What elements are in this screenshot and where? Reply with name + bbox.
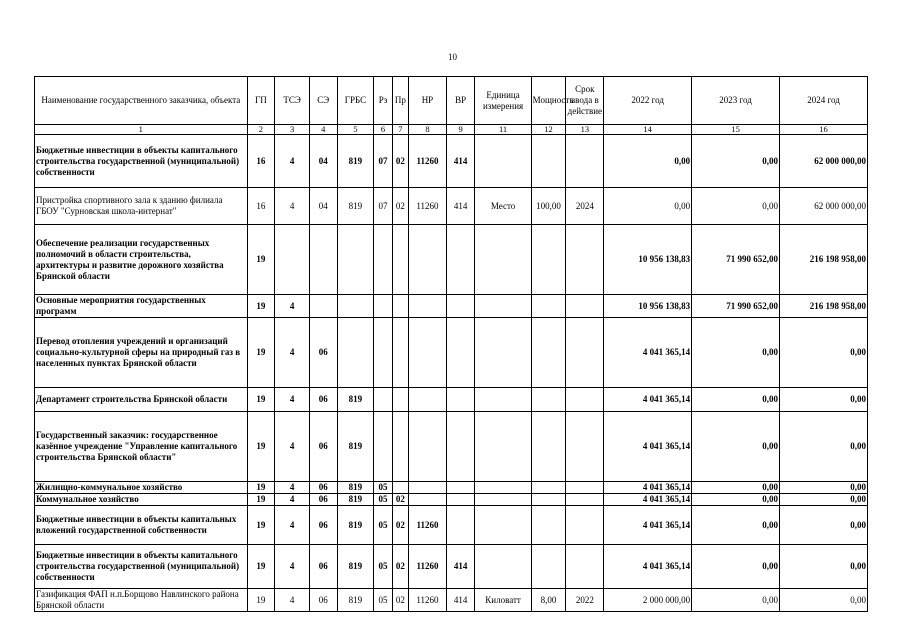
cell-power: 100,00 xyxy=(531,188,566,225)
cell-y2023: 0,00 xyxy=(692,135,780,188)
cell-se: 04 xyxy=(309,188,337,225)
col-number: 1 xyxy=(35,125,248,135)
cell-pr xyxy=(392,412,408,482)
cell-se: 06 xyxy=(309,506,337,545)
cell-vr xyxy=(446,225,475,295)
cell-gp: 19 xyxy=(247,545,275,589)
cell-se: 04 xyxy=(309,135,337,188)
header-2024: 2024 год xyxy=(780,77,868,125)
cell-y2023: 0,00 xyxy=(692,388,780,412)
cell-se: 06 xyxy=(309,494,337,506)
header-unit: Единица измерения xyxy=(475,77,531,125)
cell-grbs xyxy=(337,318,374,388)
cell-vr: 414 xyxy=(446,545,475,589)
col-number: 13 xyxy=(566,125,604,135)
cell-pr: 02 xyxy=(392,545,408,589)
cell-rz: 05 xyxy=(374,545,392,589)
cell-unit xyxy=(475,494,531,506)
cell-gp: 19 xyxy=(247,589,275,612)
cell-gp: 19 xyxy=(247,295,275,318)
cell-pr: 02 xyxy=(392,494,408,506)
table-row xyxy=(35,412,868,482)
cell-tse: 4 xyxy=(275,494,310,506)
cell-rz: 05 xyxy=(374,482,392,494)
cell-se xyxy=(309,295,337,318)
cell-grbs xyxy=(337,295,374,318)
cell-grbs: 819 xyxy=(337,188,374,225)
cell-unit xyxy=(475,388,531,412)
cell-se: 06 xyxy=(309,318,337,388)
cell-grbs: 819 xyxy=(337,412,374,482)
cell-y2023: 0,00 xyxy=(692,318,780,388)
col-number: 2 xyxy=(247,125,275,135)
cell-power xyxy=(531,225,566,295)
col-number: 5 xyxy=(337,125,374,135)
cell-term: 2024 xyxy=(566,188,604,225)
cell-nr: 11260 xyxy=(409,506,447,545)
cell-y2022: 4 041 365,14 xyxy=(604,545,692,589)
cell-name: Перевод отопления учреждений и организаций социально-культурной сферы на природный газ в населенных пунктах Брянской области xyxy=(35,318,248,388)
cell-grbs: 819 xyxy=(337,589,374,612)
table-row xyxy=(35,318,868,388)
header-2022: 2022 год xyxy=(604,77,692,125)
cell-term xyxy=(566,506,604,545)
cell-name: Государственный заказчик: государственное казённое учреждение "Управление капитального строительства Брянской области" xyxy=(35,412,248,482)
cell-y2022: 2 000 000,00 xyxy=(604,589,692,612)
cell-tse: 4 xyxy=(275,412,310,482)
cell-y2022: 0,00 xyxy=(604,188,692,225)
cell-gp: 19 xyxy=(247,482,275,494)
cell-name: Основные мероприятия государственных программ xyxy=(35,295,248,318)
header-vr: ВР xyxy=(446,77,475,125)
cell-gp: 19 xyxy=(247,494,275,506)
table-row xyxy=(35,188,868,225)
header-grbs: ГРБС xyxy=(337,77,374,125)
col-number: 16 xyxy=(780,125,868,135)
cell-pr: 02 xyxy=(392,188,408,225)
col-number: 6 xyxy=(374,125,392,135)
cell-vr xyxy=(446,506,475,545)
cell-se: 06 xyxy=(309,589,337,612)
cell-unit xyxy=(475,295,531,318)
cell-nr xyxy=(409,225,447,295)
cell-y2022: 10 956 138,83 xyxy=(604,295,692,318)
cell-vr xyxy=(446,482,475,494)
cell-vr xyxy=(446,494,475,506)
cell-y2024: 62 000 000,00 xyxy=(780,135,868,188)
cell-y2023: 0,00 xyxy=(692,506,780,545)
header-rz: Рз xyxy=(374,77,392,125)
cell-nr xyxy=(409,318,447,388)
cell-pr xyxy=(392,388,408,412)
cell-pr xyxy=(392,225,408,295)
cell-nr xyxy=(409,482,447,494)
cell-tse: 4 xyxy=(275,318,310,388)
cell-se: 06 xyxy=(309,482,337,494)
table-header-row xyxy=(35,77,868,125)
cell-y2024: 0,00 xyxy=(780,589,868,612)
cell-pr: 02 xyxy=(392,135,408,188)
cell-power xyxy=(531,545,566,589)
cell-grbs: 819 xyxy=(337,388,374,412)
cell-term xyxy=(566,388,604,412)
cell-y2024: 0,00 xyxy=(780,506,868,545)
cell-vr: 414 xyxy=(446,589,475,612)
col-number: 3 xyxy=(275,125,310,135)
header-2023: 2023 год xyxy=(692,77,780,125)
table-row xyxy=(35,225,868,295)
cell-y2023: 0,00 xyxy=(692,188,780,225)
cell-tse: 4 xyxy=(275,482,310,494)
cell-rz xyxy=(374,388,392,412)
budget-table xyxy=(34,76,868,612)
cell-unit xyxy=(475,545,531,589)
cell-power xyxy=(531,295,566,318)
cell-y2023: 71 990 652,00 xyxy=(692,295,780,318)
cell-name: Бюджетные инвестиции в объекты капитальных вложений государственной собственности xyxy=(35,506,248,545)
cell-vr xyxy=(446,412,475,482)
cell-tse: 4 xyxy=(275,388,310,412)
cell-name: Жилищно-коммунальное хозяйство xyxy=(35,482,248,494)
cell-unit xyxy=(475,135,531,188)
cell-y2024: 216 198 958,00 xyxy=(780,225,868,295)
table-row xyxy=(35,295,868,318)
cell-se: 06 xyxy=(309,412,337,482)
cell-unit xyxy=(475,412,531,482)
cell-y2024: 216 198 958,00 xyxy=(780,295,868,318)
cell-power xyxy=(531,388,566,412)
cell-term xyxy=(566,412,604,482)
table-row xyxy=(35,135,868,188)
cell-term xyxy=(566,545,604,589)
cell-power xyxy=(531,135,566,188)
cell-term xyxy=(566,225,604,295)
cell-gp: 19 xyxy=(247,225,275,295)
cell-tse: 4 xyxy=(275,545,310,589)
col-number: 4 xyxy=(309,125,337,135)
cell-term xyxy=(566,494,604,506)
cell-y2023: 0,00 xyxy=(692,545,780,589)
cell-rz: 05 xyxy=(374,589,392,612)
header-se: СЭ xyxy=(309,77,337,125)
cell-gp: 19 xyxy=(247,388,275,412)
cell-y2022: 4 041 365,14 xyxy=(604,318,692,388)
col-number: 12 xyxy=(531,125,566,135)
col-number: 11 xyxy=(475,125,531,135)
table-row xyxy=(35,494,868,506)
cell-y2022: 4 041 365,14 xyxy=(604,412,692,482)
cell-se: 06 xyxy=(309,545,337,589)
page-number: 10 xyxy=(448,52,457,62)
cell-tse: 4 xyxy=(275,295,310,318)
cell-term xyxy=(566,295,604,318)
cell-power: 8,00 xyxy=(531,589,566,612)
cell-rz: 07 xyxy=(374,188,392,225)
cell-nr: 11260 xyxy=(409,135,447,188)
cell-rz: 07 xyxy=(374,135,392,188)
cell-nr: 11260 xyxy=(409,188,447,225)
cell-y2023: 0,00 xyxy=(692,589,780,612)
cell-power xyxy=(531,412,566,482)
table-row xyxy=(35,545,868,589)
cell-y2023: 0,00 xyxy=(692,494,780,506)
cell-nr xyxy=(409,388,447,412)
cell-pr xyxy=(392,482,408,494)
cell-y2022: 4 041 365,14 xyxy=(604,506,692,545)
cell-unit xyxy=(475,506,531,545)
cell-y2022: 0,00 xyxy=(604,135,692,188)
cell-unit: Киловатт xyxy=(475,589,531,612)
cell-unit xyxy=(475,482,531,494)
cell-grbs: 819 xyxy=(337,494,374,506)
cell-nr xyxy=(409,295,447,318)
col-number: 8 xyxy=(409,125,447,135)
cell-grbs: 819 xyxy=(337,135,374,188)
cell-gp: 16 xyxy=(247,188,275,225)
cell-rz xyxy=(374,318,392,388)
cell-rz xyxy=(374,225,392,295)
cell-gp: 19 xyxy=(247,318,275,388)
table-row xyxy=(35,388,868,412)
cell-y2022: 4 041 365,14 xyxy=(604,388,692,412)
cell-pr: 02 xyxy=(392,589,408,612)
cell-y2022: 10 956 138,83 xyxy=(604,225,692,295)
header-name: Наименование государственного заказчика, объекта xyxy=(35,77,248,125)
cell-se: 06 xyxy=(309,388,337,412)
cell-vr xyxy=(446,295,475,318)
cell-nr: 11260 xyxy=(409,545,447,589)
cell-tse: 4 xyxy=(275,135,310,188)
cell-vr: 414 xyxy=(446,135,475,188)
col-number: 15 xyxy=(692,125,780,135)
cell-y2024: 0,00 xyxy=(780,545,868,589)
cell-y2024: 0,00 xyxy=(780,318,868,388)
cell-grbs: 819 xyxy=(337,545,374,589)
cell-unit xyxy=(475,318,531,388)
column-number-row xyxy=(35,125,868,135)
cell-y2022: 4 041 365,14 xyxy=(604,482,692,494)
cell-y2023: 0,00 xyxy=(692,482,780,494)
cell-tse: 4 xyxy=(275,188,310,225)
cell-vr xyxy=(446,318,475,388)
col-number: 14 xyxy=(604,125,692,135)
cell-y2024: 0,00 xyxy=(780,494,868,506)
cell-pr xyxy=(392,295,408,318)
header-power: Мощность xyxy=(531,77,566,125)
cell-gp: 16 xyxy=(247,135,275,188)
header-term: Срок ввода в действие xyxy=(566,77,604,125)
cell-pr: 02 xyxy=(392,506,408,545)
cell-grbs xyxy=(337,225,374,295)
table-row xyxy=(35,482,868,494)
cell-term xyxy=(566,318,604,388)
cell-rz: 05 xyxy=(374,506,392,545)
cell-nr: 11260 xyxy=(409,589,447,612)
cell-grbs: 819 xyxy=(337,482,374,494)
cell-name: Газификация ФАП н.п.Борщово Навлинского района Брянской области xyxy=(35,589,248,612)
cell-name: Коммунальное хозяйство xyxy=(35,494,248,506)
cell-y2024: 0,00 xyxy=(780,412,868,482)
col-number: 9 xyxy=(446,125,475,135)
cell-power xyxy=(531,494,566,506)
cell-power xyxy=(531,506,566,545)
cell-pr xyxy=(392,318,408,388)
cell-power xyxy=(531,318,566,388)
cell-nr xyxy=(409,412,447,482)
cell-name: Пристройка спортивного зала к зданию филиала ГБОУ "Сурновская школа-интернат" xyxy=(35,188,248,225)
col-number: 7 xyxy=(392,125,408,135)
cell-tse: 4 xyxy=(275,589,310,612)
cell-power xyxy=(531,482,566,494)
cell-tse: 4 xyxy=(275,506,310,545)
cell-tse xyxy=(275,225,310,295)
cell-gp: 19 xyxy=(247,506,275,545)
cell-name: Бюджетные инвестиции в объекты капитального строительства государственной (муниципальной) собственности xyxy=(35,135,248,188)
header-tse: ТСЭ xyxy=(275,77,310,125)
cell-y2024: 62 000 000,00 xyxy=(780,188,868,225)
cell-rz: 05 xyxy=(374,494,392,506)
cell-term xyxy=(566,482,604,494)
cell-vr xyxy=(446,388,475,412)
cell-vr: 414 xyxy=(446,188,475,225)
table-row xyxy=(35,589,868,612)
cell-name: Бюджетные инвестиции в объекты капитального строительства государственной (муниципальной) собственности xyxy=(35,545,248,589)
cell-y2023: 71 990 652,00 xyxy=(692,225,780,295)
cell-rz xyxy=(374,412,392,482)
header-nr: НР xyxy=(409,77,447,125)
cell-y2023: 0,00 xyxy=(692,412,780,482)
cell-y2024: 0,00 xyxy=(780,482,868,494)
cell-y2024: 0,00 xyxy=(780,388,868,412)
table-row xyxy=(35,506,868,545)
cell-se xyxy=(309,225,337,295)
cell-rz xyxy=(374,295,392,318)
cell-unit xyxy=(475,225,531,295)
cell-name: Департамент строительства Брянской области xyxy=(35,388,248,412)
cell-nr xyxy=(409,494,447,506)
header-gp: ГП xyxy=(247,77,275,125)
cell-y2022: 4 041 365,14 xyxy=(604,494,692,506)
table-body xyxy=(35,135,868,612)
cell-name: Обеспечение реализации государственных полномочий в области строительства, архитектуры и развитие дорожного хозяйства Брянской области xyxy=(35,225,248,295)
cell-term xyxy=(566,135,604,188)
cell-term: 2022 xyxy=(566,589,604,612)
cell-unit: Место xyxy=(475,188,531,225)
cell-grbs: 819 xyxy=(337,506,374,545)
cell-gp: 19 xyxy=(247,412,275,482)
header-pr: Пр xyxy=(392,77,408,125)
